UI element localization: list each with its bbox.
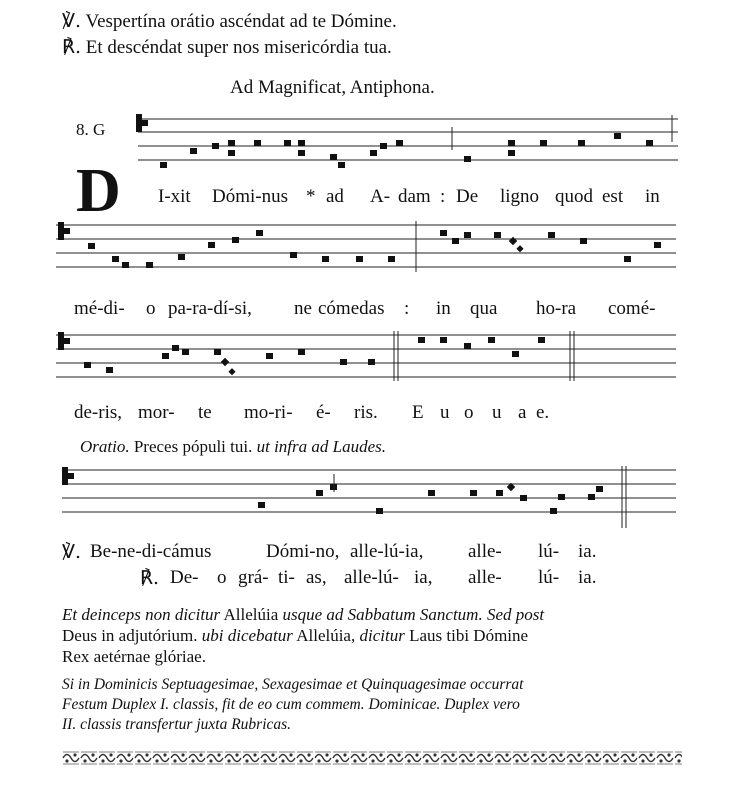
lyric-syllable: De: [456, 186, 479, 207]
lyric-syllable: te: [198, 402, 212, 423]
rubric-text: usque ad Sabbatum Sanctum. Sed post: [282, 605, 545, 624]
lyric-syllable: ad: [326, 186, 344, 207]
oratio-text: Preces pópuli tui.: [133, 437, 253, 456]
lyric-syllable: ris.: [354, 402, 378, 423]
lyric-syllable: u: [492, 402, 502, 423]
rubric-text: dicitur: [359, 626, 405, 645]
oratio-label: Oratio.: [80, 437, 130, 456]
lyric-syllable: o: [464, 402, 474, 423]
lyric-syllable: mor-: [138, 402, 175, 423]
lyric-syllable: ligno: [500, 186, 540, 207]
lyric-syllable: as,: [306, 567, 327, 588]
versicle-symbol: ℣.: [62, 541, 82, 563]
lyric-syllable: Dómi-nus: [212, 186, 288, 207]
versicle-symbol: ℣.: [62, 10, 82, 32]
lyric-syllable: in: [436, 298, 451, 319]
versicle-v: [62, 10, 397, 33]
oratio-line: [80, 437, 386, 457]
lyric-syllable: est: [602, 186, 624, 207]
lyric-syllable: qua: [470, 298, 498, 319]
rubric-line: II. classis transfertur juxta Rubricas.: [62, 716, 292, 733]
lyric-syllable: ia.: [578, 541, 597, 562]
rubric-text: Laus tibi Dómine: [409, 626, 529, 645]
staff-2: [0, 220, 740, 290]
lyric-syllable: cómedas: [318, 298, 385, 319]
versicle-text: Vespertína orátio ascéndat ad te Dómine.: [85, 11, 397, 32]
lyric-syllable: é-: [316, 402, 331, 423]
lyric-syllable: De-: [170, 567, 199, 588]
response-r: [62, 36, 392, 59]
lyric-syllable: ti-: [278, 567, 295, 588]
rubric-text: ubi dicebatur: [201, 626, 293, 645]
lyric-syllable: :: [440, 186, 446, 207]
rubric-text: Allelúia,: [296, 626, 356, 645]
staff-3: [0, 325, 740, 395]
lyric-syllable: dam: [398, 186, 431, 207]
lyric-syllable: lú-: [538, 541, 560, 562]
lyric-syllable: e.: [536, 402, 550, 423]
lyric-syllable: ne: [294, 298, 312, 319]
lyric-syllable: lú-: [538, 567, 560, 588]
lyric-syllable: ia.: [578, 567, 597, 588]
lyric-syllable: alle-: [468, 541, 502, 562]
rubric-text: Et deinceps non dicitur: [62, 605, 221, 624]
mode-label: 8. G: [76, 120, 106, 139]
staff-4: [0, 462, 740, 532]
lyric-syllable: mo-ri-: [244, 402, 293, 423]
lyric-syllable: I-xit: [158, 186, 191, 207]
rubric-line: Si in Dominicis Septuagesimae, Sexagesimae et Quinquagesimae occurrat: [62, 676, 524, 693]
lyric-syllable: comé-: [608, 298, 656, 319]
lyric-syllable: ho-ra: [536, 298, 577, 319]
lyric-syllable: alle-lú-: [344, 567, 399, 588]
lyric-syllable: E: [412, 402, 424, 423]
lyric-syllable: Be-ne-di-cámus: [90, 541, 212, 562]
lyric-syllable: Dómi-no,: [266, 541, 340, 562]
lyric-syllable: a: [518, 402, 527, 423]
ornamental-border: [62, 750, 682, 766]
oratio-note: ut infra ad Laudes.: [256, 437, 387, 456]
response-text: Et descéndat super nos misericórdia tua.: [85, 37, 392, 58]
rubric-text: Allelúia: [223, 605, 279, 624]
lyric-syllable: de-ris,: [74, 402, 123, 423]
rubric-alleluia: [62, 604, 682, 667]
lyric-syllable: o: [217, 567, 227, 588]
lyric-syllable: in: [645, 186, 660, 207]
lyric-syllable: A-: [370, 186, 391, 207]
lyric-syllable: grá-: [238, 567, 269, 588]
rubric-line: Festum Duplex I. classis, fit de eo cum commem. Dominicae. Duplex vero: [62, 696, 520, 713]
response-symbol: ℟.: [140, 567, 160, 589]
lyric-syllable: ia,: [414, 567, 433, 588]
rubric-septuagesima: [62, 675, 692, 735]
lyric-syllable: mé-di-: [74, 298, 125, 319]
lyric-syllable: u: [440, 402, 450, 423]
lyric-syllable: o: [146, 298, 156, 319]
antiphon-title: Ad Magnificat, Antiphona.: [230, 77, 435, 98]
rubric-text: Deus in adjutórium.: [62, 626, 198, 645]
lyric-syllable: pa-ra-dí-si,: [168, 298, 252, 319]
rubric-text: Rex aetérnae glóriae.: [62, 647, 206, 666]
c-clef-icon: [136, 114, 148, 132]
lyric-syllable: alle-lú-ia,: [350, 541, 424, 562]
lyric-syllable: quod: [555, 186, 593, 207]
lyric-syllable: alle-: [468, 567, 502, 588]
response-symbol: ℟.: [62, 36, 82, 58]
initial-letter: D: [76, 157, 121, 225]
lyric-syllable: :: [404, 298, 410, 319]
lyric-syllable: *: [306, 186, 316, 207]
